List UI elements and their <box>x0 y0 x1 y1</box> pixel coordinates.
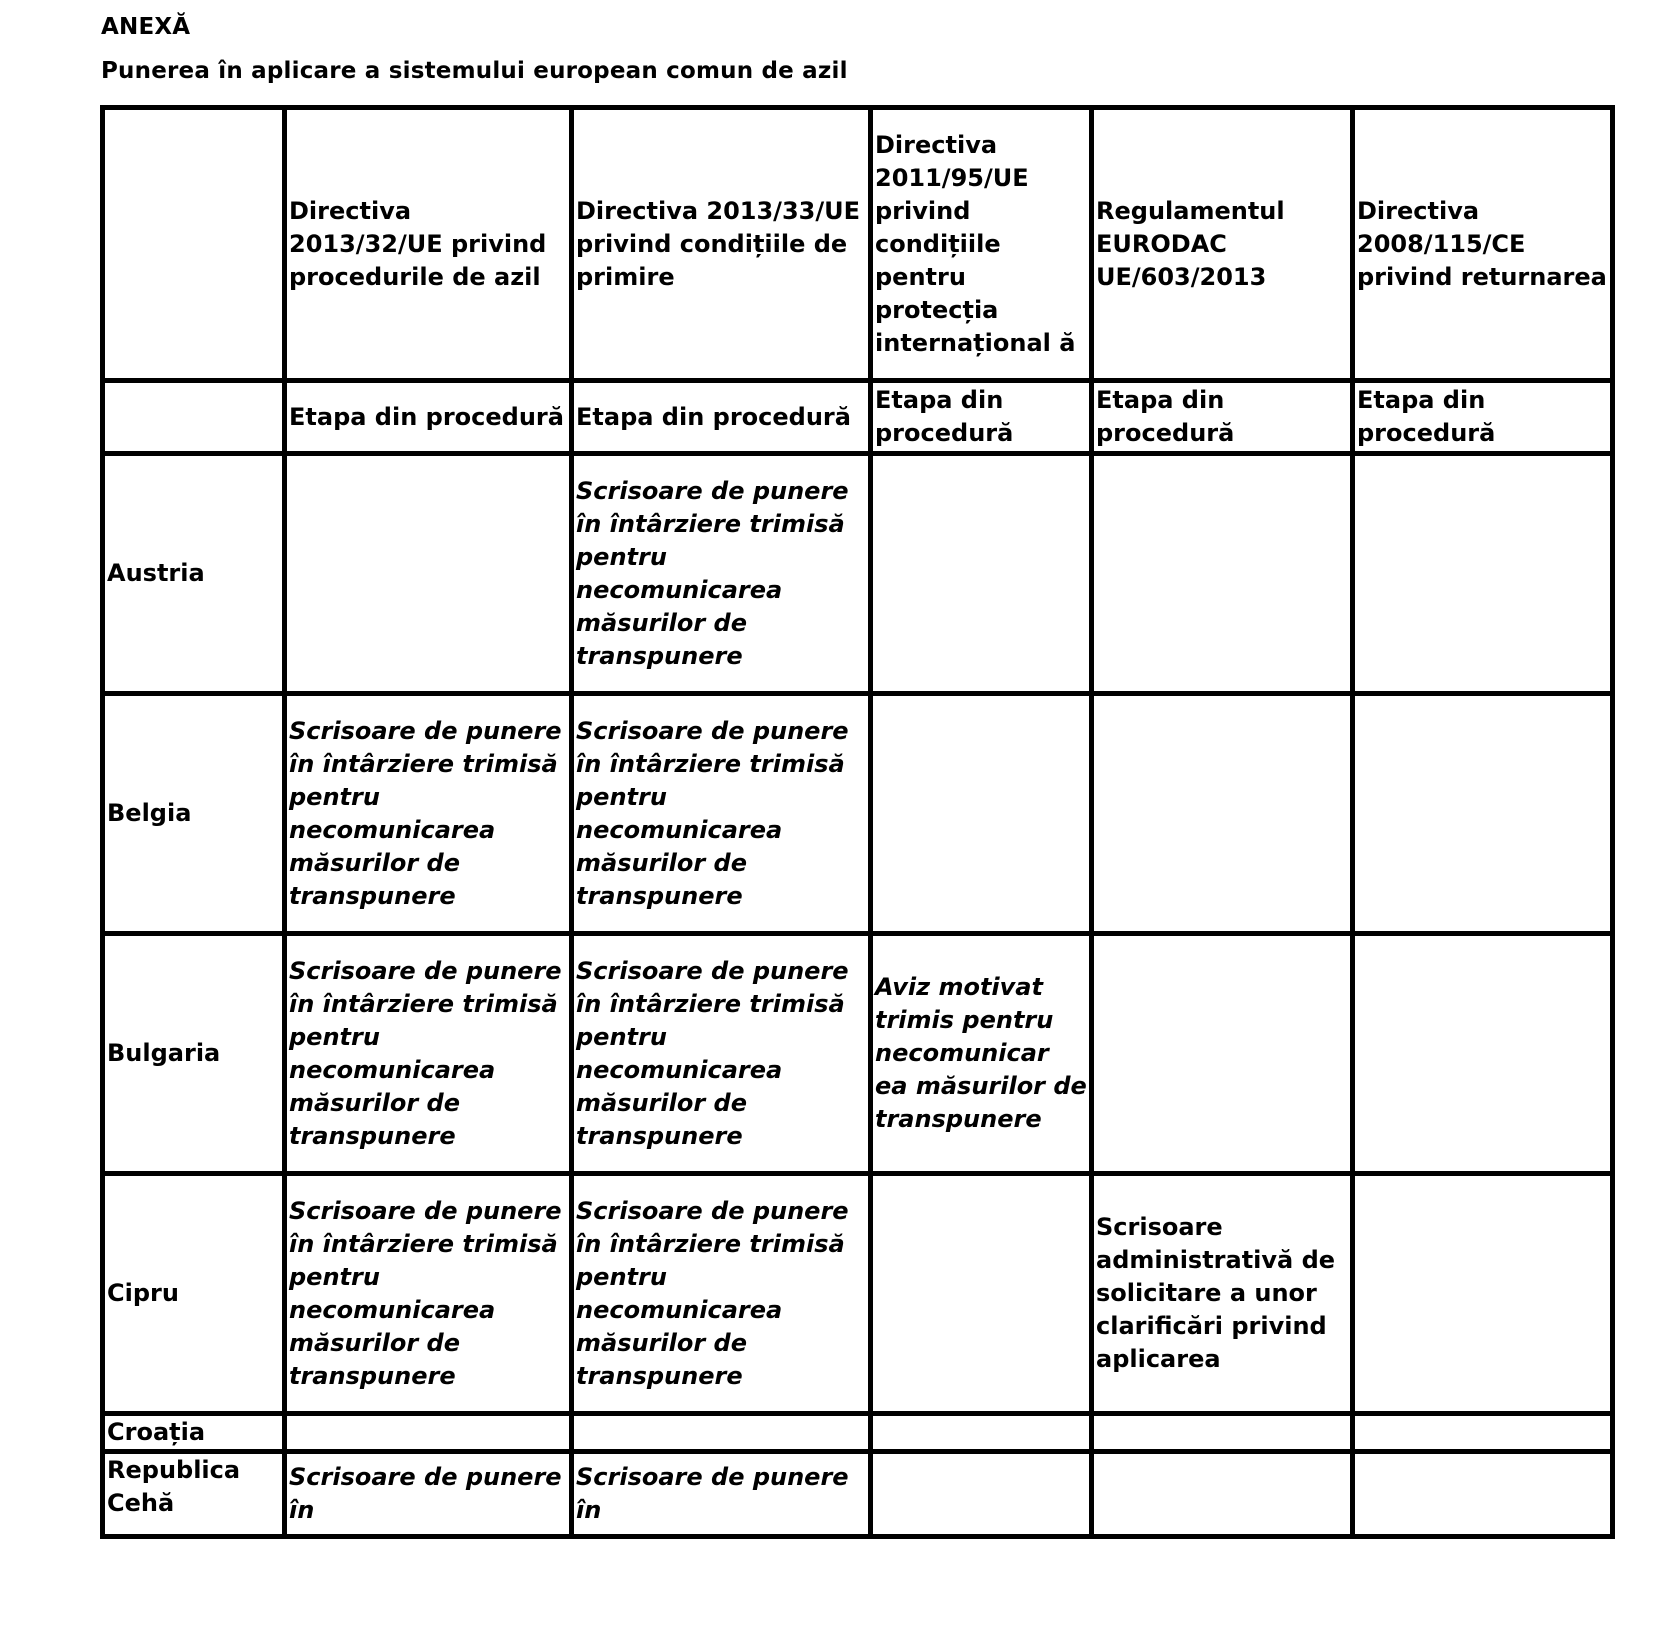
header-directive-2011-95: Directiva 2011/95/UE privind condițiile pentru protecția internațional ă <box>871 108 1092 381</box>
document-subtitle: Punerea în aplicare a sistemului european comun de azil <box>101 58 848 84</box>
header-directive-2013-33: Directiva 2013/33/UE privind condițiile de primire <box>572 108 871 381</box>
status-cell <box>871 694 1092 934</box>
status-cell: Scrisoare de punere în <box>285 1452 572 1537</box>
status-cell: Scrisoare administrativă de solicitare a unor clarificări privind aplicarea <box>1092 1174 1353 1414</box>
stage-cell: Etapa din procedură <box>871 381 1092 454</box>
status-cell <box>1353 934 1613 1174</box>
stage-row <box>103 381 1613 454</box>
status-cell: Scrisoare de punere în întârziere trimisă pentru necomunicarea măsurilor de transpunere <box>285 1174 572 1414</box>
status-cell <box>871 1174 1092 1414</box>
status-cell: Scrisoare de punere în întârziere trimisă pentru necomunicarea măsurilor de transpunere <box>285 934 572 1174</box>
status-cell <box>871 1414 1092 1452</box>
status-cell: Scrisoare de punere în întârziere trimisă pentru necomunicarea măsurilor de transpunere <box>572 454 871 694</box>
stage-cell: Etapa din procedură <box>572 381 871 454</box>
country-cell: Croația <box>103 1414 285 1452</box>
status-cell <box>871 1452 1092 1537</box>
status-cell <box>1092 934 1353 1174</box>
status-cell: Scrisoare de punere în întârziere trimisă pentru necomunicarea măsurilor de transpunere <box>572 694 871 934</box>
country-cell: Austria <box>103 454 285 694</box>
header-corner-cell <box>103 108 285 381</box>
status-cell: Scrisoare de punere în <box>572 1452 871 1537</box>
status-cell <box>1353 1452 1613 1537</box>
country-cell: Republica Cehă <box>103 1452 285 1537</box>
annex-heading: ANEXĂ <box>101 14 191 40</box>
status-cell <box>1092 694 1353 934</box>
status-cell <box>1353 1174 1613 1414</box>
stage-cell: Etapa din procedură <box>1092 381 1353 454</box>
country-cell: Bulgaria <box>103 934 285 1174</box>
status-cell: Scrisoare de punere în întârziere trimisă pentru necomunicarea măsurilor de transpunere <box>572 934 871 1174</box>
table-row <box>103 1174 1613 1414</box>
header-directive-2008-115: Directiva 2008/115/CE privind returnarea <box>1353 108 1613 381</box>
status-cell <box>1353 694 1613 934</box>
status-cell <box>871 454 1092 694</box>
status-cell <box>1092 454 1353 694</box>
table-row <box>103 1414 1613 1452</box>
status-cell <box>1353 1414 1613 1452</box>
stage-cell: Etapa din procedură <box>285 381 572 454</box>
table-row <box>103 694 1613 934</box>
status-cell <box>1092 1452 1353 1537</box>
status-cell <box>572 1414 871 1452</box>
header-directive-2013-32: Directiva 2013/32/UE privind procedurile de azil <box>285 108 572 381</box>
table-row <box>103 454 1613 694</box>
table-row <box>103 1452 1613 1537</box>
header-eurodac-regulation: Regulamentul EURODAC UE/603/2013 <box>1092 108 1353 381</box>
table-header-row <box>103 108 1613 381</box>
stage-cell: Etapa din procedură <box>1353 381 1613 454</box>
implementation-table <box>100 105 1615 1539</box>
status-cell: Scrisoare de punere în întârziere trimisă pentru necomunicarea măsurilor de transpunere <box>285 694 572 934</box>
status-cell <box>285 454 572 694</box>
status-cell <box>1092 1414 1353 1452</box>
status-cell: Scrisoare de punere în întârziere trimisă pentru necomunicarea măsurilor de transpunere <box>572 1174 871 1414</box>
stage-cell <box>103 381 285 454</box>
country-cell: Belgia <box>103 694 285 934</box>
table-row <box>103 934 1613 1174</box>
status-cell <box>1353 454 1613 694</box>
country-cell: Cipru <box>103 1174 285 1414</box>
status-cell: Aviz motivat trimis pentru necomunicar ea măsurilor de transpunere <box>871 934 1092 1174</box>
status-cell <box>285 1414 572 1452</box>
